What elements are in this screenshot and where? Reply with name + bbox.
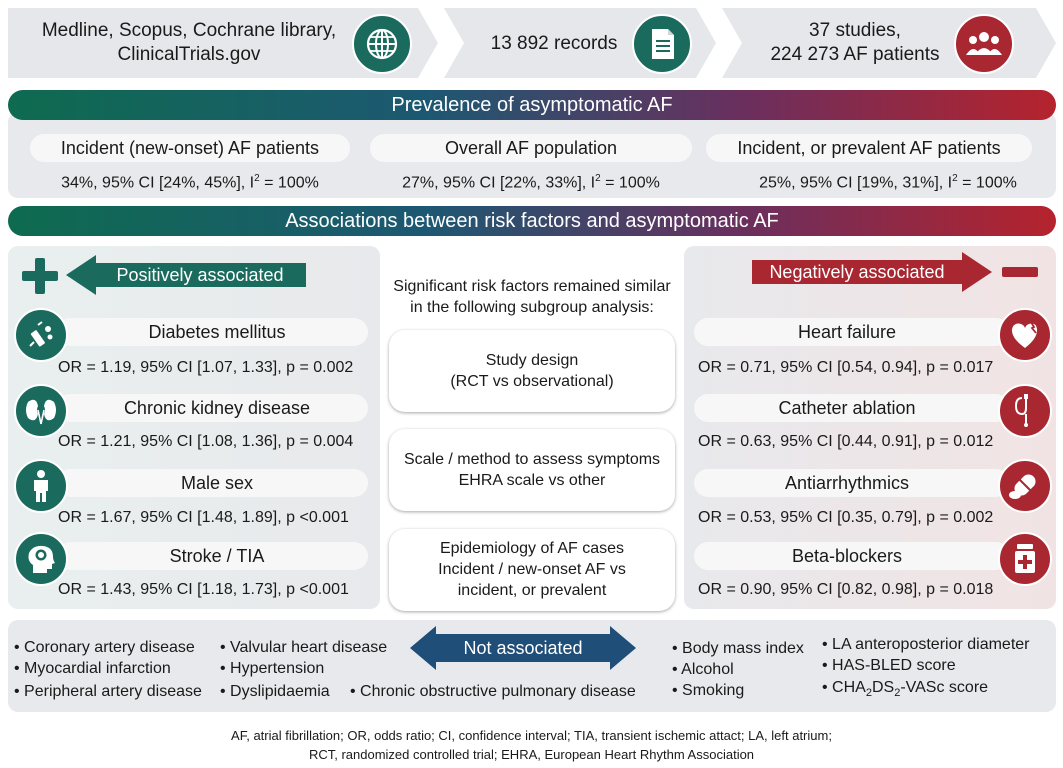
na-cha2ds2vasc: • $CHA_2DS_2$-VASc score (822, 679, 989, 700)
minus-icon (1002, 267, 1038, 277)
risk-factor-male-sex: Male sex (56, 469, 368, 497)
na-dyslipidaemia: • Dyslipidaemia (220, 683, 330, 700)
na-copd: • Chronic obstructive pulmonary disease (350, 683, 636, 700)
not-associated-label: Not associated (463, 638, 583, 658)
na-hypertension: • Hypertension (220, 660, 325, 677)
or-heart-failure: OR = 0.71, 95% CI [0.54, 0.94], p = 0.017 (698, 359, 994, 376)
prevalence-stat-incident: 34%, 95% CI [24%, 45%], $I^2 = 100\%$ (61, 173, 319, 192)
subgroup-scale-method: Scale / method to assess symptoms EHRA scale vs other (389, 429, 675, 511)
na-mi: • Myocardial infarction (14, 660, 171, 677)
subgroup-intro: Significant risk factors remained similar in the following subgroup analysis: (393, 278, 671, 316)
risk-factor-stroke: Stroke / TIA (56, 542, 368, 570)
risk-factor-beta-blockers: Beta-blockers (694, 542, 1010, 570)
na-alcohol: • Alcohol (672, 661, 734, 678)
catheter-icon (998, 384, 1052, 438)
or-antiarrhythmics: OR = 0.53, 95% CI [0.35, 0.79], p = 0.002 (698, 509, 994, 526)
or-ckd: OR = 1.21, 95% CI [1.08, 1.36], p = 0.004 (58, 433, 354, 450)
prevalence-group-incident-label: Incident (new-onset) AF patients (30, 134, 350, 162)
na-pad: • Peripheral artery disease (14, 683, 202, 700)
prevalence-stat-incident-prevalent: 25%, 95% CI [19%, 31%], $I^2 = 100\%$ (759, 173, 1017, 192)
brain-icon (14, 532, 68, 586)
footnote: AF, atrial fibrillation; OR, odds ratio; CI, confidence interval; TIA, transient ischemic attact; LA, left atrium; RCT, randomized controlled trial; EHRA, European Heart Rhythm Association (231, 728, 832, 762)
na-valvular: • Valvular heart disease (220, 639, 388, 656)
subgroup-study-design: Study design (RCT vs observational) (389, 330, 675, 412)
person-icon (14, 459, 68, 513)
prevalence-group-overall-label: Overall AF population (370, 134, 692, 162)
prevalence-stat-overall: 27%, 95% CI [22%, 33%], $I^2 = 100\%$ (402, 173, 660, 192)
kidney-icon (14, 384, 68, 438)
na-coronary: • Coronary artery disease (14, 639, 195, 656)
na-la-diameter: • LA anteroposterior diameter (822, 636, 1030, 653)
medicine-bottle-icon (998, 532, 1052, 586)
prevalence-banner: Prevalence of asymptomatic AF (8, 90, 1056, 120)
databases-text: Medline, Scopus, Cochrane library, ClinicalTrials.gov (41, 20, 337, 65)
negative-label: Negatively associated (769, 262, 945, 282)
document-icon (632, 14, 692, 74)
or-beta-blockers: OR = 0.90, 95% CI [0.82, 0.98], p = 0.018 (698, 581, 994, 598)
globe-icon (352, 14, 412, 74)
risk-factor-diabetes: Diabetes mellitus (56, 318, 368, 346)
risk-factor-catheter-ablation: Catheter ablation (694, 394, 1010, 422)
records-text: 13 892 records (490, 33, 618, 54)
or-male-sex: OR = 1.67, 95% CI [1.48, 1.89], p <0.001 (58, 509, 349, 526)
subgroup-epidemiology: Epidemiology of AF cases Incident / new-onset AF vs incident, or prevalent (389, 529, 675, 611)
na-has-bled: • HAS-BLED score (822, 657, 956, 674)
associations-banner: Associations between risk factors and asymptomatic AF (8, 206, 1056, 236)
or-catheter-ablation: OR = 0.63, 95% CI [0.44, 0.91], p = 0.012 (698, 433, 994, 450)
heart-icon (998, 308, 1052, 362)
positive-label: Positively associated (116, 265, 284, 285)
risk-factor-antiarrhythmics: Antiarrhythmics (694, 469, 1010, 497)
people-icon (954, 14, 1014, 74)
risk-factor-heart-failure: Heart failure (694, 318, 1010, 346)
syringe-icon (14, 308, 68, 362)
pill-icon (998, 459, 1052, 513)
plus-icon (22, 258, 58, 294)
na-smoking: • Smoking (672, 682, 745, 699)
or-stroke: OR = 1.43, 95% CI [1.18, 1.73], p <0.001 (58, 581, 349, 598)
prevalence-group-incident-prevalent-label: Incident, or prevalent AF patients (706, 134, 1032, 162)
na-bmi: • Body mass index (672, 640, 804, 657)
risk-factor-ckd: Chronic kidney disease (56, 394, 368, 422)
or-diabetes: OR = 1.19, 95% CI [1.07, 1.33], p = 0.002 (58, 359, 354, 376)
studies-text: 37 studies, 224 273 AF patients (770, 20, 940, 65)
